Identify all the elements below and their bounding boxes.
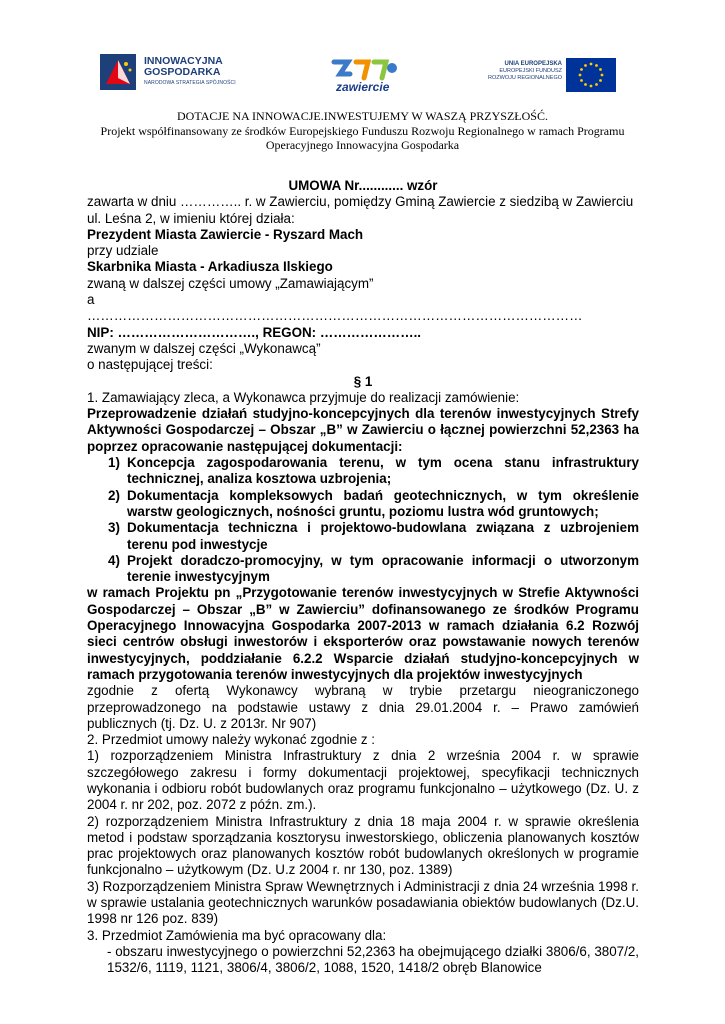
contract-body	[87, 178, 639, 977]
list-item: 4) Projekt doradczo-promocyjny, w tym opracowanie informacji o utworzonym terenie inwestycyjnym	[108, 552, 639, 585]
order-subject: Przeprowadzenie działań studyjno-koncepcyjnych dla terenów inwestycyjnych Strefy Aktywności Gospodarczej – Obszar „B” w Zawierciu o łącznej powierzchni 52,2363 ha poprzez opracowanie następującej dokumentacji:	[87, 406, 639, 454]
contract-text: zwaną w dalszej części umowy „Zamawiającym”	[87, 275, 374, 291]
innowacyjna-gospodarka-logo	[100, 50, 240, 92]
eu-logo	[478, 58, 618, 92]
documentation-list	[87, 455, 639, 585]
contract-text: o następującej treści:	[87, 357, 213, 373]
section-heading: § 1	[353, 373, 373, 389]
section-point-2: 2. Przedmiot umowy należy wykonać zgodnie z :	[87, 732, 376, 748]
list-item: 1) Koncepcja zagospodarowania terenu, w tym ocena stanu infrastruktury technicznej, analiza kosztowa uzbrojenia;	[108, 455, 639, 487]
contract-title: UMOWA Nr............ wzór	[288, 178, 438, 193]
contract-text: przy udziale	[87, 243, 159, 259]
project-framework: w ramach Projektu pn „Przygotowanie terenów inwestycyjnych w Strefie Aktywności Gospodarczej – Obszar „B” w Zawierciu” dofinansowanego ze środków Programu Operacyjnego Innowacyjna Gospodarka 2007-2013 w ramach działania 6.2 Rozwój sieci centrów obsługi inwestorów i eksporterów oraz powstawanie nowych terenów inwestycyjnych, poddziałanie 6.2.2 Wsparcie działań studyjno-koncepcyjnych w ramach przygotowania terenów inwestycyjnych dla projektów inwestycyjnych	[87, 585, 639, 682]
investment-area: - obszaru inwestycyjnego o powierzchni 52,2363 ha obejmującego działki 3806/6, 3807/2, 1532/6, 1119, 1121, 3806/4, 3806/2, 1088, 1520, 1418/2 obręb Blanowice	[107, 943, 639, 976]
innowacyjna-subtitle: NARODOWA STRATEGIA SPÓJNOŚCI	[144, 80, 236, 86]
innowacyjna-star-icon	[100, 54, 136, 90]
contract-text: a	[87, 292, 95, 308]
signatory-president: Prezydent Miasta Zawiercie - Ryszard Mach	[87, 226, 364, 242]
nip-regon-line: NIP: …………………………., REGON: …………………..	[87, 324, 422, 340]
list-item: 2) Dokumentacja kompleksowych badań geotechnicznych, w tym określenie warstw geologicznych, nośności gruntu, poziomu lustra wód gruntowych;	[108, 487, 639, 519]
logo-bar	[0, 0, 725, 110]
section-point-1: 1. Zamawiający zleca, a Wykonawca przyjmuje do realizacji zamówienie:	[87, 389, 520, 405]
contract-text: zwanym w dalszej części „Wykonawcą”	[87, 340, 321, 356]
eu-flag-icon	[566, 58, 616, 92]
contractor-placeholder: …………………………………………………………………………………………………	[87, 308, 583, 324]
header-slogan: DOTACJE NA INNOWACJE.INWESTUJEMY W WASZĄ PRZYSZŁOŚĆ.	[177, 109, 548, 123]
tender-basis: zgodnie z ofertą Wykonawcy wybraną w trybie przetargu nieograniczonego przeprowadzonego na podstawie ustawy z dnia 29.01.2004 r. – Prawo zamówień publicznych (tj. Dz. U. z 2013r. Nr 907)	[87, 683, 639, 731]
zawiercie-wordmark: zawiercie	[336, 80, 390, 94]
eu-text: UNIA EUROPEJSKA EUROPEJSKI FUNDUSZ ROZWOJU REGIONALNEGO	[488, 61, 562, 81]
signatory-treasurer: Skarbnika Miasta - Arkadiusza Ilskiego	[87, 259, 333, 275]
contract-intro: zawarta w dniu ………….. r. w Zawierciu, pomiędzy Gminą Zawiercie z siedzibą w Zawierciu	[87, 194, 634, 210]
list-item: 3) Dokumentacja techniczna i projektowo-budowlana związana z uzbrojeniem terenu pod inwestycje	[108, 520, 639, 552]
regulation-2: 2) rozporządzeniem Ministra Infrastruktury z dnia 18 maja 2004 r. w sprawie określenia metod i podstaw sporządzania kosztorysu inwestorskiego, obliczenia planowanych kosztów prac projektowych oraz planowanych kosztów robót budowlanych określonych w programie funkcjonalno – użytkowym (Dz. U.z 2004 r. nr 130, poz. 1389)	[87, 813, 639, 878]
section-point-3: 3. Przedmiot Zamówienia ma być opracowany dla:	[87, 927, 387, 943]
zawiercie-mark-icon	[330, 58, 400, 82]
zawiercie-logo	[330, 58, 400, 96]
header-project-line2: Operacyjnego Innowacyjna Gospodarka	[265, 138, 460, 152]
header-project-line1: Projekt współfinansowany ze środków Europejskiego Funduszu Rozwoju Regionalnego w ramach Programu	[100, 124, 625, 138]
regulation-1: 1) rozporządzeniem Ministra Infrastruktury z dnia 2 września 2004 r. w sprawie szczegółowego zakresu i formy dokumentacji projektowej, specyfikacji technicznych wykonania i odbioru robót budowlanych oraz programu funkcjonalno – użytkowego (Dz. U. z 2004 r. nr 202, poz. 2072 z późn. zm.).	[87, 748, 639, 813]
innowacyjna-text: INNOWACYJNA GOSPODARKA	[144, 55, 223, 78]
contract-address: ul. Leśna 2, w imieniu której działa:	[87, 210, 295, 226]
regulation-3: 3) Rozporządzeniem Ministra Spraw Wewnętrznych i Administracji z dnia 24 września 1998 r. w sprawie ustalania geotechnicznych warunków posadawiania obiektów budowlanych (Dz.U. 1998 nr 126 poz. 839)	[87, 878, 639, 927]
